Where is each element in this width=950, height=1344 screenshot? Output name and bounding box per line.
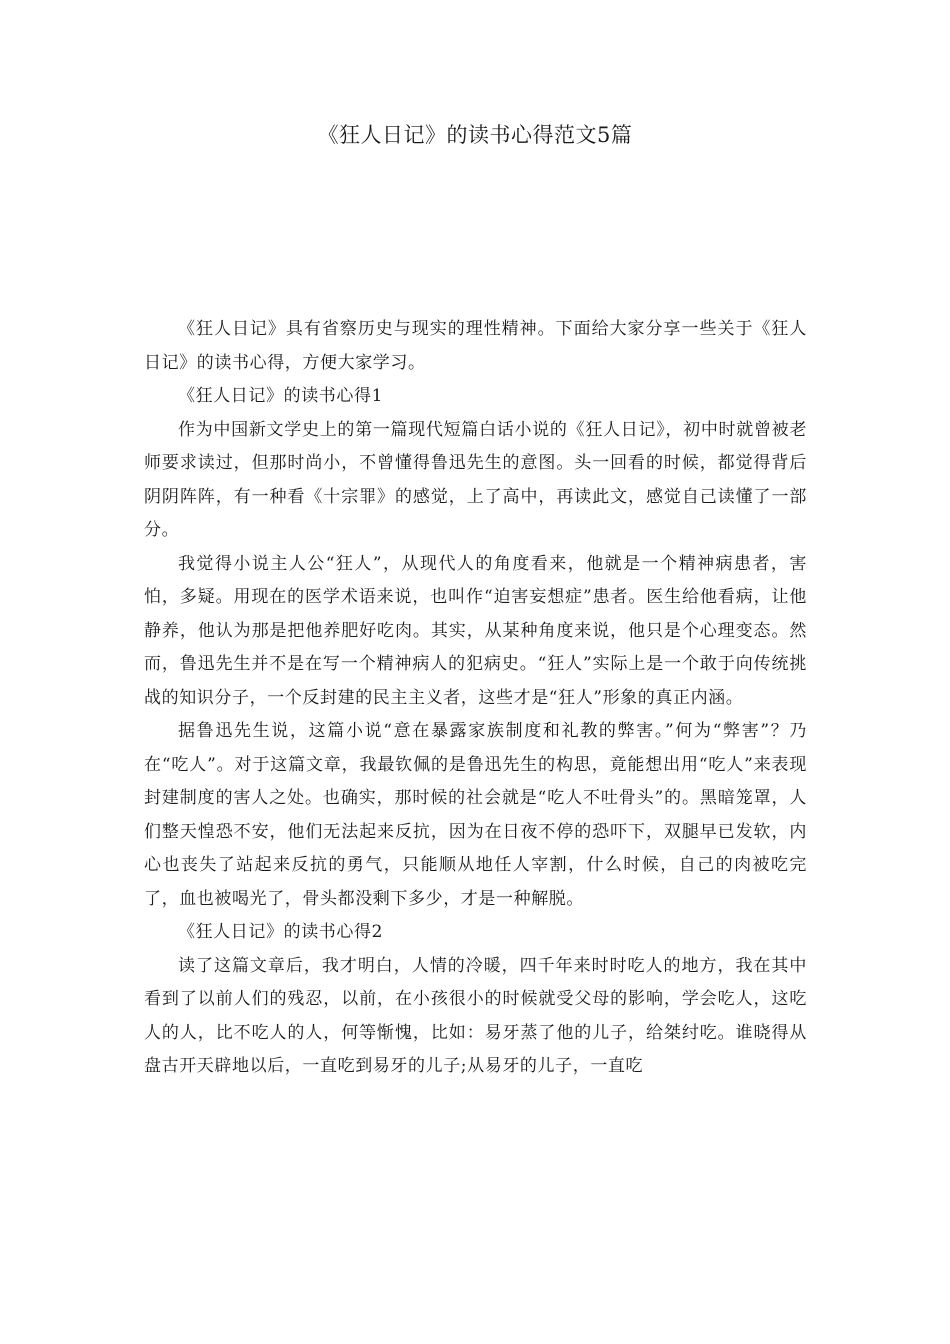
body-paragraph: 读了这篇文章后，我才明白，人情的冷暖，四千年来时时吃人的地方，我在其中看到了以前人们的残忍，以前，在小孩很小的时候就受父母的影响，学会吃人，这吃人的人，比不吃人的人，何等惭愧，比如：易牙蒸了他的儿子，给桀纣吃。谁晓得从盘古开天辟地以后，一直吃到易牙的儿子;从易牙的儿子，一直吃: [144, 955, 807, 1076]
document-body: [144, 313, 807, 1084]
body-paragraph: 我觉得小说主人公“狂人”，从现代人的角度看来，他就是一个精神病患者，害怕，多疑。用现在的医学术语来说，也叫作“迫害妄想症”患者。医生给他看病，让他静养，他认为那是把他养肥好吃肉。其实，从某种角度来说，他只是个心理变态。然而，鲁迅先生并不是在写一个精神病人的犯病史。“狂人”实际上是一个敢于向传统挑战的知识分子，一个反封建的民主主义者，这些才是“狂人”形象的真正内涵。: [144, 553, 807, 708]
body-paragraph: 作为中国新文学史上的第一篇现代短篇白话小说的《狂人日记》，初中时就曾被老师要求读过，但那时尚小，不曾懂得鲁迅先生的意图。头一回看的时候，都觉得背后阴阴阵阵，有一种看《十宗罪》的感觉，上了高中，再读此文，感觉自己读懂了一部分。: [144, 419, 807, 540]
body-paragraph: 据鲁迅先生说，这篇小说“意在暴露家族制度和礼教的弊害。”何为“弊害”？乃在“吃人”。对于这篇文章，我最钦佩的是鲁迅先生的构思，竟能想出用“吃人”来表现封建制度的害人之处。也确实，那时候的社会就是“吃人不吐骨头”的。黑暗笼罩，人们整天惶恐不安，他们无法起来反抗，因为在日夜不停的恐吓下，双腿早已发软，内心也丧失了站起来反抗的勇气，只能顺从地任人宰割，什么时候，自己的肉被吃完了，血也被喝光了，骨头都没剩下多少，才是一种解脱。: [144, 721, 807, 909]
section-heading-1: 《狂人日记》的读书心得1: [178, 386, 384, 406]
section-heading-2: 《狂人日记》的读书心得2: [178, 922, 384, 942]
intro-paragraph: 《狂人日记》具有省察历史与现实的理性精神。下面给大家分享一些关于《狂人日记》的读书心得，方便大家学习。: [144, 319, 807, 373]
document-title: 《狂人日记》的读书心得范文5篇: [317, 123, 633, 147]
